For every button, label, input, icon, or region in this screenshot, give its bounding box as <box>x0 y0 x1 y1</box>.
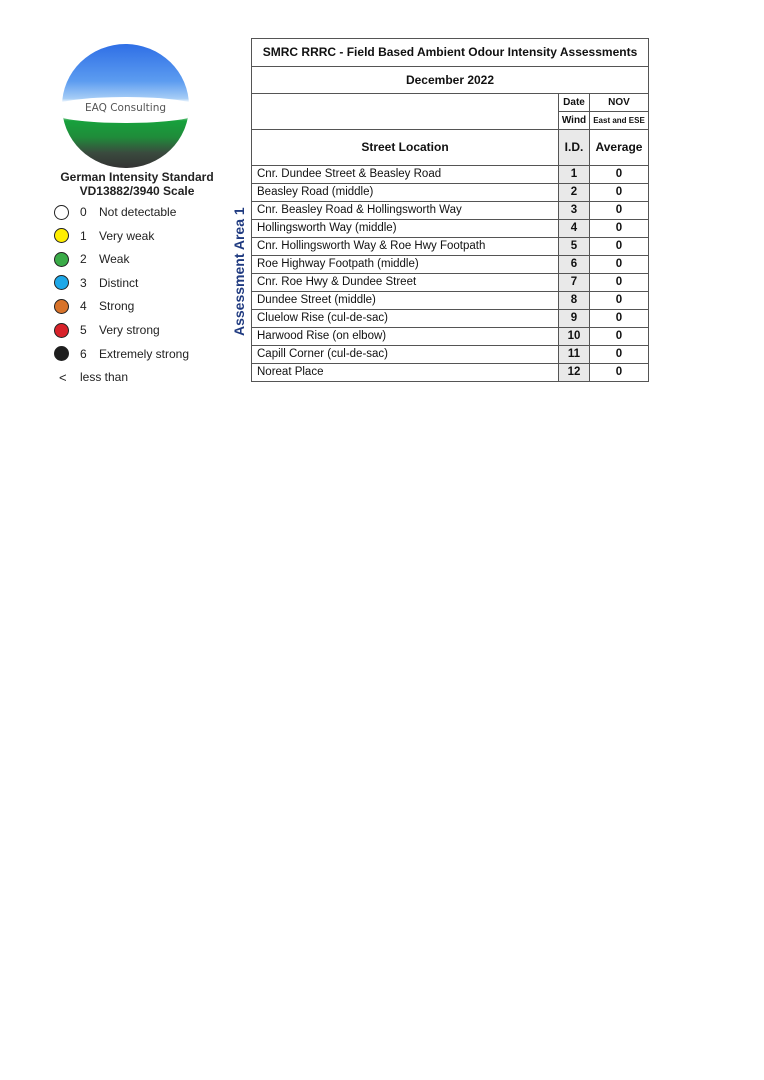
legend-label: Weak <box>99 252 130 267</box>
legend-item <box>54 296 254 316</box>
legend-item <box>54 226 254 246</box>
logo-text: EAQ Consulting <box>84 102 167 114</box>
assessment-area-label: Assessment Area 1 <box>231 207 247 336</box>
legend-value: 1 <box>80 228 87 243</box>
intensity-circle-icon <box>54 323 69 338</box>
id-cell: 10 <box>559 328 590 346</box>
id-cell: 1 <box>559 166 590 184</box>
legend-label: Extremely strong <box>99 346 190 361</box>
intensity-circle-icon <box>54 205 69 220</box>
intensity-circle-icon <box>54 228 69 243</box>
legend-value: 4 <box>80 299 87 314</box>
location-cell: Dundee Street (middle) <box>252 292 559 310</box>
id-cell: 9 <box>559 310 590 328</box>
average-cell: 0 <box>590 346 649 364</box>
average-cell: 0 <box>590 220 649 238</box>
id-cell: 8 <box>559 292 590 310</box>
table-row <box>252 220 649 238</box>
intensity-circle-icon <box>54 275 69 290</box>
id-cell: 5 <box>559 238 590 256</box>
id-cell: 3 <box>559 202 590 220</box>
wind-value: East and ESE <box>590 112 649 130</box>
legend-title <box>40 170 234 198</box>
id-cell: 12 <box>559 364 590 382</box>
table-row <box>252 364 649 382</box>
legend-label: Very weak <box>99 228 155 243</box>
legend-label: Distinct <box>99 275 139 290</box>
col-id: I.D. <box>559 130 590 166</box>
legend-title-line1: German Intensity Standard <box>60 170 214 184</box>
location-cell: Cnr. Dundee Street & Beasley Road <box>252 166 559 184</box>
location-cell: Cnr. Roe Hwy & Dundee Street <box>252 274 559 292</box>
legend-item <box>54 202 254 222</box>
table-row <box>252 310 649 328</box>
average-cell: 0 <box>590 292 649 310</box>
legend-item <box>54 273 254 293</box>
legend-value: 2 <box>80 252 87 267</box>
legend-title-line2: VD13882/3940 Scale <box>79 184 195 198</box>
wind-label: Wind <box>559 112 590 130</box>
table-row <box>252 256 649 274</box>
legend-item <box>54 344 254 364</box>
legend-value: 3 <box>80 275 87 290</box>
less-than-label: less than <box>80 370 129 385</box>
id-cell: 4 <box>559 220 590 238</box>
table-row <box>252 274 649 292</box>
location-cell: Roe Highway Footpath (middle) <box>252 256 559 274</box>
legend-label: Strong <box>99 299 135 314</box>
table-month: December 2022 <box>252 67 649 94</box>
legend-item <box>54 320 254 340</box>
table-row <box>252 184 649 202</box>
table-row <box>252 166 649 184</box>
legend-less-than <box>54 367 254 387</box>
legend-value: 6 <box>80 346 87 361</box>
table-row <box>252 202 649 220</box>
odour-table <box>251 38 649 382</box>
average-cell: 0 <box>590 364 649 382</box>
legend-value: 0 <box>80 205 87 219</box>
average-cell: 0 <box>590 274 649 292</box>
table-row <box>252 328 649 346</box>
intensity-circle-icon <box>54 299 69 314</box>
average-cell: 0 <box>590 310 649 328</box>
average-cell: 0 <box>590 166 649 184</box>
average-cell: 0 <box>590 256 649 274</box>
id-cell: 11 <box>559 346 590 364</box>
table-row <box>252 238 649 256</box>
intensity-circle-icon <box>54 346 69 361</box>
location-cell: Cnr. Hollingsworth Way & Roe Hwy Footpath <box>252 238 559 256</box>
id-cell: 7 <box>559 274 590 292</box>
location-cell: Harwood Rise (on elbow) <box>252 328 559 346</box>
location-cell: Capill Corner (cul-de-sac) <box>252 346 559 364</box>
location-cell: Beasley Road (middle) <box>252 184 559 202</box>
table-row <box>252 346 649 364</box>
legend-item <box>54 249 254 269</box>
location-cell: Noreat Place <box>252 364 559 382</box>
table-row <box>252 292 649 310</box>
blank-cell <box>252 94 559 130</box>
average-cell: 0 <box>590 238 649 256</box>
location-cell: Hollingsworth Way (middle) <box>252 220 559 238</box>
date-value: NOV <box>590 94 649 112</box>
average-cell: 0 <box>590 328 649 346</box>
average-cell: 0 <box>590 184 649 202</box>
col-average: Average <box>590 130 649 166</box>
id-cell: 2 <box>559 184 590 202</box>
location-cell: Cnr. Beasley Road & Hollingsworth Way <box>252 202 559 220</box>
location-cell: Cluelow Rise (cul-de-sac) <box>252 310 559 328</box>
id-cell: 6 <box>559 256 590 274</box>
table-title: SMRC RRRC - Field Based Ambient Odour Intensity Assessments <box>252 39 649 67</box>
legend-label: Very strong <box>99 323 160 337</box>
less-than-symbol: < <box>59 369 67 385</box>
col-location: Street Location <box>252 130 559 166</box>
average-cell: 0 <box>590 202 649 220</box>
intensity-circle-icon <box>54 252 69 267</box>
eaq-logo <box>62 44 189 168</box>
legend-value: 5 <box>80 323 87 337</box>
legend-label: Not detectable <box>99 205 177 219</box>
date-label: Date <box>559 94 590 112</box>
